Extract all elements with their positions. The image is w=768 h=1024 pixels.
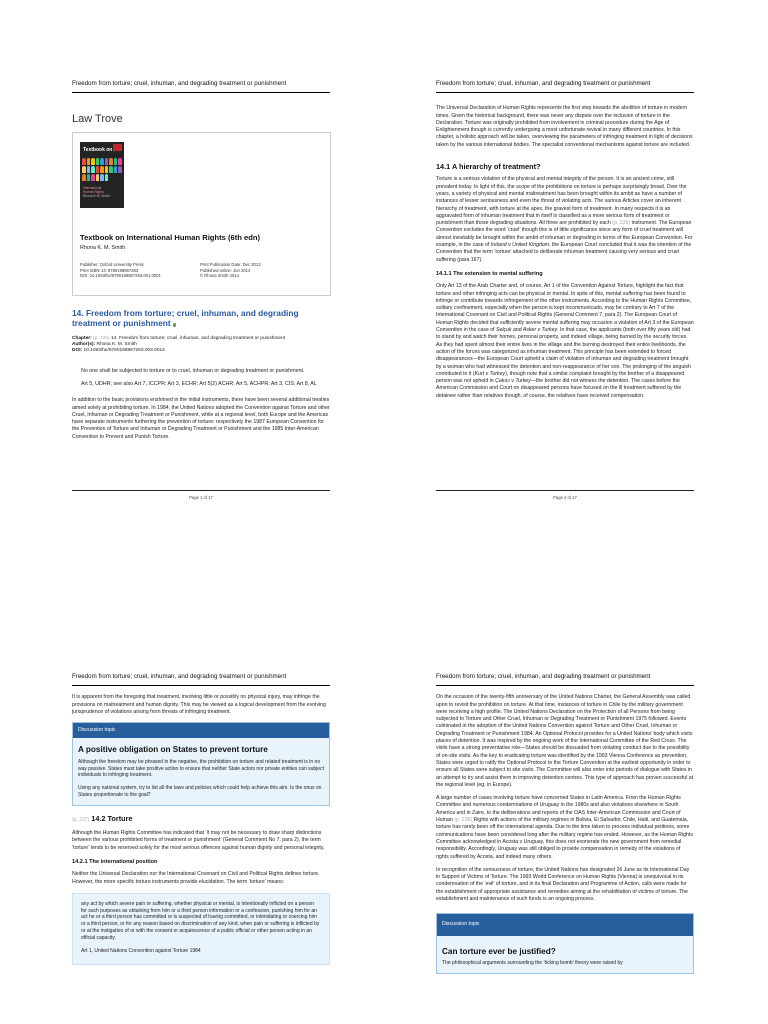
book-author: Rhona K. M. Smith xyxy=(80,244,126,251)
paragraph: Neither the Universal Declaration nor the International Covenant on Civil and Political Rights defines torture. However, the more specific torture instruments provide elucidation. The term ‘torture’ means: xyxy=(72,871,320,885)
page-footer: Page 2 of 17 xyxy=(436,490,694,501)
chapter-title[interactable]: 14. Freedom from torture; cruel, inhuman, and degrading treatment or punishment xyxy=(72,307,299,328)
discussion-text: Using any national system, try to list all the laws and policies which could help achieve this aim. Is the onus on States proportionate to the goal? xyxy=(78,785,322,798)
cover-label: Textbook on xyxy=(83,146,113,153)
cover-figure xyxy=(82,166,86,173)
discussion-label: Discussion topic xyxy=(73,723,329,738)
paragraph: It is apparent from the foregoing that treatment, involving little or possibly no physical injury, may infringe the provisions on maltreatment and human dignity. This may be viewed as a logical development from the evolving jurisprudence of violations arising from threats of infringing treatment. xyxy=(72,694,326,715)
page-marker: (p. 236) xyxy=(612,220,631,227)
cover-figure xyxy=(96,174,100,181)
paragraph: A large number of cases involving torture have concerned States in Latin America. From the Human Rights Committee and numerous condemnations of Uruguay in the 1980s and also violations elsewhere in South America and in Zaire, to the deliberations and reports of the OAS Inter-American Commission and Court of Human (p. 238) Rights with actions of the military regimes in Bolivia, El Salvador, Chile, Haiti, and Guatemala, torture has rarely been off the international agenda. Due to the time taken to process individual petitions, some communications have been considered long after the military regime has ended. However, as the Human Rights Committee acknowledged in Acosta v Uruguay, this does not exonerate the new government from remedial responsibility. Accordingly, Uruguay was still obliged to provide compensation in remedy of the violations of rights suffered by Acosta, and indeed many others. xyxy=(436,795,693,860)
cover-figure xyxy=(100,166,104,173)
cover-figure xyxy=(91,166,95,173)
discussion-box xyxy=(436,913,694,973)
subsection-heading: 14.2.1 The international position xyxy=(72,858,158,865)
cover-figure xyxy=(118,166,122,173)
paragraph: In recognition of the seriousness of torture, the United Nations has designated 26 June as its International Day in Support of Victims of Torture. The 1993 World Conference on Human Rights (Vienna) is unequivocal in its condemnation of the ‘evil’ of torture, and in its final Declaration and Programme of Action, calls were made for the establishment of appropriate assistance and remedies aiming at the rehabilitation of victims of torture. The establishment and maintenance of such funds is an ongoing process. xyxy=(436,866,690,903)
definition-source: Art 1, United Nations Convention against Torture 1984 xyxy=(81,947,201,954)
running-header: Freedom from torture; cruel, inhuman, and degrading treatment or punishment xyxy=(436,80,694,93)
running-header: Freedom from torture; cruel, inhuman, and degrading treatment or punishment xyxy=(72,673,330,686)
section-heading: 14.1 A hierarchy of treatment? xyxy=(436,162,541,172)
paragraph: On the occasion of the twenty-fifth anniversary of the United Nations Charter, the General Assembly was called upon to revisit the prohibition on torture. At that time, instances of torture in Chile by the military government were receiving a high profile. The United Nations Declaration on the Protection of all Persons from being subjected to Torture and Other Cruel, Inhuman or Degrading Treatment or Punishment 1975 followed. Events culminated in the adoption of the United Nations Convention against Torture and Other Cruel, Inhuman or Degrading Treatment or Punishment 1984. An Optional Protocol provides for a United Nations’ body which visits places of detention. It was inspired by the ongoing work of the International Committee of the Red Cross. The visits have a strong preventative role—States should be dissuaded from violating conduct due to the possibility of on-site visits. As the key to eradicating torture was identified by the 1993 Vienna Conference as prevention, States were urged to ratify the Optional Protocol to the Torture Convention at the earliest opportunity in order to ensure all States were subject to site visits. The Committee will also enter into periods of dialogue with States in an attempt to try and assist them in improving detention centres. This type of approach has proven successful at the regional level (eg, in Europe). xyxy=(436,694,694,788)
paragraph: Torture is a serious violation of the physical and mental integrity of the person. It is an ancient crime, still prevalent today. In light of this, the scope of the prohibitions on torture is perhaps surprisingly broad. Over the years, a variety of physical and mental maltreatment has been brought within its ambit as have a number of instances of lesser seriousness and even the threat of violating acts. The various Articles cover an inherent hierarchy of treatment, with torture at the apex, the gravest form of treatment. In many respects it is an aggravated form of inhuman treatment that in itself is classified as a more serious form of treatment or punishment than those degrading situations. All three are prohibited by each (p. 236) instrument. The European Convention excludes the word ‘cruel’ though this is of little significance since any form of cruel treatment will almost inevitably be brought within the ambit of inhuman or degrading in terms of the European Convention. For example, in the case of Ireland v United Kingdom, the European Court concluded that it was the intention of the Convention that the term ‘torture’ attached to deliberate inhuman treatment causing very serious and cruel suffering (para 167). xyxy=(436,176,693,263)
cover-red-tab xyxy=(113,144,122,151)
discussion-title: Can torture ever be justified? xyxy=(442,946,556,956)
paragraph: In addition to the basic provisions enshrined in the initial instruments, there have been several additional treaties aimed solely at prohibiting torture. In 1984, the United Nations adopted the Convention against Torture and other Cruel, Inhuman or Degrading Treatment or Punishment, while at a regional level, both Europe and the Americas have separate instruments furthering the prevention of torture: respectively the 1987 European Convention for the Prevention of Torture and Inhuman or Degrading Treatment or Punishment and the 1985 Inter-American Convention to Prevent and Punish Torture. xyxy=(72,397,330,440)
cover-figure xyxy=(100,158,104,165)
cover-figure xyxy=(91,158,95,165)
discussion-text: The philosophical arguments surrounding the ‘ticking bomb’ theory were raised by xyxy=(442,959,623,966)
lock-icon xyxy=(173,323,177,327)
site-title[interactable]: Law Trove xyxy=(72,113,123,126)
meta-print-date: Print Publication Date: Dec 2013 xyxy=(200,262,261,268)
book-cover-image[interactable] xyxy=(80,142,124,208)
paragraph: Only Art 13 of the Arab Charter and, of course, Art 1 of the Convention Against Torture, highlight the fact that torture and other infringing acts can be physical or mental. In spite of this, mental suffering has been found to infringe or contribute towards infringement of the other instruments. According to the Human Rights Committee, solitary confinement, especially when the person is kept incommunicado, may be contrary to Art 7 of the International Covenant on Civil and Political Rights (General Comment 7, para 2). The European Court of Human Rights decided that sufficiently severe mental suffering may occasion a violation of Art 3 of the European Convention in the case of Selçuk and Asker v Turkey. In that case, the applicants (both over fifty years old) had to stand by and watch their homes, personal property, and indeed village, being burned by the security forces. As they had spent almost their entire lives in the village and the burning destroyed their entire livelihoods, the action of the forces was categorized as inhuman treatment. This principle has been extended to forced disappearances—the European Court upheld a claim of violation of inhuman and degrading treatment brought by a woman who had witnessed the detention and non-reappearance of her son. The prolonging of the anguish contributed to it (Kurt v Turkey), though note that a similar complaint brought by the brother of a disappeared person was not upheld in Çakıcı v Turkey—the brother did not witness the detention. The cases before the American Commission and Court on disappeared persons have focused on the ill treatment suffered by the detainee rather than relatives though, of course, the relatives have received compensation. xyxy=(436,283,694,399)
definition-box: any act by which severe pain or suffering, whether physical or mental, is intentionally inflicted on a person for such purposes as obtaining from him or a third person information or a confession, punishing him for an act he or a third person has committed or is suspected of having committed, or intimidating or coercing him or a third person, or for any reason based on discrimination of any kind, when pain or suffering is inflicted by or at the instigation of or with the consent or acquiescence of a public official or other person acting in an official capacity. Art 1, United Nations Convention against Torture 1984 xyxy=(72,893,330,966)
document-page-2 xyxy=(436,80,694,500)
page-marker: (p. 238) xyxy=(454,817,473,824)
book-info-box xyxy=(72,132,331,296)
epigraph-source: Art 5, UDHR; see also Art 7, ICCPR; Art 3, ECHR; Art 5(2) ACHR; Art 5, ACHPR; Art 3, CIS; Art 8, AL xyxy=(81,381,317,388)
meta-publisher: Publisher: Oxford University Press xyxy=(80,262,144,268)
discussion-title: A positive obligation on States to prevent torture xyxy=(78,745,268,755)
cover-figure xyxy=(105,166,109,173)
page-footer: Page 1 of 17 xyxy=(72,490,330,501)
meta-isbn: Print ISBN-13: 9780198867283 xyxy=(80,267,139,273)
cover-figure xyxy=(109,158,113,165)
running-header: Freedom from torture; cruel, inhuman, and degrading treatment or punishment xyxy=(72,80,330,93)
discussion-label: Discussion topic xyxy=(437,914,693,935)
cover-figure xyxy=(87,174,91,181)
cover-figure xyxy=(118,158,122,165)
chapter-meta: Chapter: (p. 235) 14. Freedom from torture; cruel, inhuman, and degrading treatment or punishment Author(s): Rhona K. M. Smith DOI: 10.1093/he/9780198867283.003.0014 xyxy=(72,335,286,354)
document-page-3 xyxy=(72,673,330,965)
cover-figure xyxy=(114,158,118,165)
section-heading: (p. 237) 14.2 Torture xyxy=(72,813,133,823)
cover-title: International Human Rights Rhona K.M. Smith xyxy=(83,185,110,198)
cover-figure xyxy=(87,158,91,165)
paragraph: The Universal Declaration of Human Rights represents the first step towards the abolition of torture in modern times. Given the historical background, there was never any dispute over the inclusion of torture in the Declaration. Torture was originally prohibited from involvement in criminal procedure during the Age of Enlightenment though is currently undergoing a most unfortunate revival in many different countries. In this chapter, a holistic approach will be taken, overviewing the parameters of infringing treatment in light of decisions taken by the various international bodies. The specialist conventional mechanisms against torture are included. xyxy=(436,105,693,148)
document-page-4 xyxy=(436,673,694,983)
book-metadata xyxy=(80,262,324,278)
cover-people-illustration xyxy=(82,158,122,181)
paragraph: Although the Human Rights Committee has indicated that ‘it may not be necessary to draw sharp distinctions between the various prohibited forms of treatment or punishment’ (General Comment No 7, para 2), the term ‘torture’ tends to be reserved solely for the most serious offences against human dignity and personal integrity. xyxy=(72,830,325,851)
meta-copyright: © Rhona Smith 2014 xyxy=(200,273,239,278)
discussion-text: Although the freedom may be phrased in the negative, the prohibition on torture and related treatment is in no way passive. States must take positive action to ensure that neither State actors nor private entities can subject individuals to infringing treatment. xyxy=(78,758,324,779)
cover-figure xyxy=(87,166,91,173)
cover-figure xyxy=(105,174,109,181)
meta-online-date: Published online: Jun 2014 xyxy=(200,267,251,273)
cover-figure xyxy=(82,158,86,165)
cover-figure xyxy=(105,158,109,165)
cover-figure xyxy=(100,174,104,181)
cover-figure xyxy=(91,174,95,181)
cover-figure xyxy=(82,174,86,181)
book-title: Textbook on International Human Rights (6th edn) xyxy=(80,232,260,242)
subsection-heading: 14.1.1 The extension to mental suffering xyxy=(436,270,543,277)
discussion-box xyxy=(72,722,330,806)
epigraph-quote: No one shall be subjected to torture or to cruel, inhuman or degrading treatment or punishment. Art 5, UDHR; see also Art 7, ICCPR; Art 3, ECHR; Art 5(2) ACHR; Art 5, ACHPR; Art 3, CIS; Art 8, AL xyxy=(81,368,324,388)
cover-figure xyxy=(109,166,113,173)
document-page-1 xyxy=(72,80,330,500)
cover-figure xyxy=(96,158,100,165)
running-header: Freedom from torture; cruel, inhuman, and degrading treatment or punishment xyxy=(436,673,694,686)
cover-figure xyxy=(114,166,118,173)
meta-doi: DOI: 10.1093/he/9780198867283.001.0001 xyxy=(80,273,161,278)
cover-figure xyxy=(96,166,100,173)
